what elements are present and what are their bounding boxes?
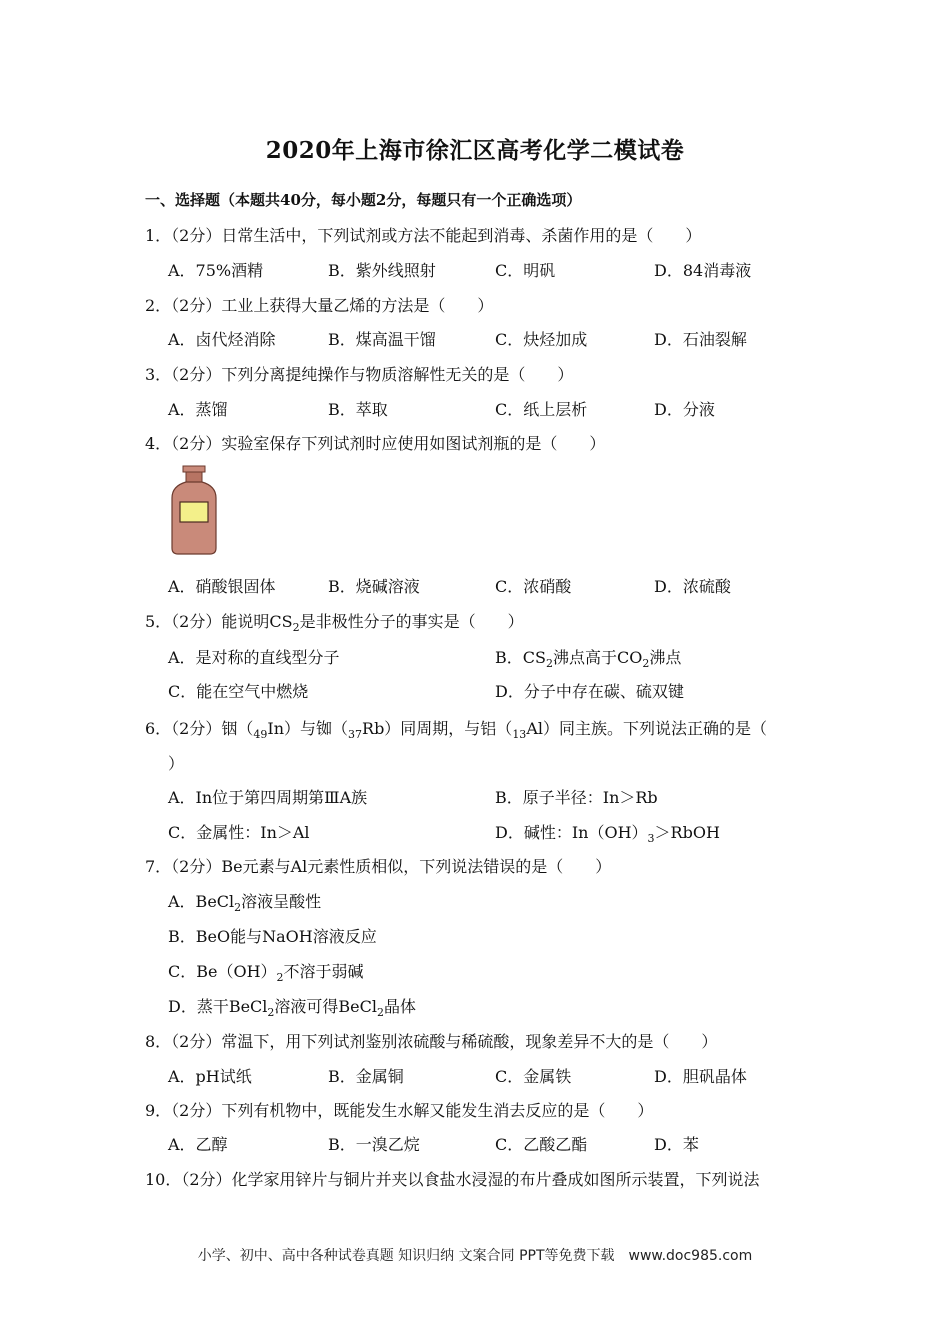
section-heading: 一、选择题（本题共40分，每小题2分，每题只有一个正确选项） bbox=[145, 191, 582, 209]
question-7-option-c: C．$Be(OH)_2$不溶于弱碱 bbox=[168, 962, 364, 985]
option-d: D．石油裂解 bbox=[654, 330, 747, 349]
option-c: C．能在空气中燃烧 bbox=[168, 682, 309, 701]
option-a: A．卤代烃消除 bbox=[168, 330, 276, 349]
option-c: C．炔烃加成 bbox=[495, 330, 588, 349]
option-d: D．分子中存在碳、硫双键 bbox=[495, 682, 684, 701]
question-7-stem: 7．（2分）Be元素与Al元素性质相似，下列说法错误的是（ ） bbox=[145, 857, 612, 876]
option-b: B．原子半径：In＞Rb bbox=[495, 788, 658, 807]
question-8-stem: 8．（2分）常温下，用下列试剂鉴别浓硫酸与稀硫酸，现象差异不大的是（ ） bbox=[145, 1032, 718, 1051]
question-4-stem: 4．（2分）实验室保存下列试剂时应使用如图试剂瓶的是（ ） bbox=[145, 434, 606, 453]
option-c: C．浓硝酸 bbox=[495, 577, 572, 596]
question-7-option-b: B．BeO能与NaOH溶液反应 bbox=[168, 927, 377, 946]
option-b: B．紫外线照射 bbox=[328, 261, 436, 280]
question-3-options bbox=[168, 397, 808, 419]
option-b: B．烧碱溶液 bbox=[328, 577, 420, 596]
option-a: A．乙醇 bbox=[168, 1135, 228, 1154]
option-a: A．蒸馏 bbox=[168, 400, 228, 419]
question-9-options bbox=[168, 1132, 808, 1154]
option-b: B．$CS_2$沸点高于$CO_2$沸点 bbox=[495, 648, 682, 671]
page-title: 2020年上海市徐汇区高考化学二模试卷 bbox=[265, 137, 685, 164]
option-d: D．分液 bbox=[654, 400, 715, 419]
question-7-option-a: A．BeCl$_2$溶液呈酸性 bbox=[168, 892, 322, 915]
question-1-options bbox=[168, 258, 808, 280]
question-5-options-row1 bbox=[168, 645, 808, 671]
question-1-stem: 1．（2分）日常生活中，下列试剂或方法不能起到消毒、杀菌作用的是（ ） bbox=[145, 226, 702, 245]
option-c: C．纸上层析 bbox=[495, 400, 588, 419]
question-2-stem: 2．（2分）工业上获得大量乙烯的方法是（ ） bbox=[145, 296, 494, 315]
option-b: B．一溴乙烷 bbox=[328, 1135, 420, 1154]
option-a: A．In位于第四周期第ⅢA族 bbox=[168, 788, 368, 807]
question-2-options bbox=[168, 327, 808, 349]
option-d: D．84消毒液 bbox=[654, 261, 752, 280]
option-a: A．是对称的直线型分子 bbox=[168, 648, 340, 667]
option-d: D．碱性：$In(OH)_3>RbOH$ bbox=[495, 823, 720, 846]
reagent-bottle-image bbox=[168, 464, 220, 556]
option-d: D．苯 bbox=[654, 1135, 699, 1154]
option-b: B．萃取 bbox=[328, 400, 388, 419]
question-4-options bbox=[168, 574, 808, 596]
option-d: D．胆矾晶体 bbox=[654, 1067, 747, 1086]
question-6-stem-continued: ） bbox=[168, 754, 185, 773]
question-3-stem: 3．（2分）下列分离提纯操作与物质溶解性无关的是（ ） bbox=[145, 365, 574, 384]
question-6-stem: 6．（2分）铟$(_{49}In)$与铷$(_{37}Rb)$同周期，与铝$(_{13}Al)$同主族。下列说法正确的是（ bbox=[145, 719, 767, 742]
option-a: A．75%酒精 bbox=[168, 261, 264, 280]
option-b: B．煤高温干馏 bbox=[328, 330, 436, 349]
option-c: C．金属铁 bbox=[495, 1067, 572, 1086]
question-9-stem: 9．（2分）下列有机物中，既能发生水解又能发生消去反应的是（ ） bbox=[145, 1101, 654, 1120]
option-c: C．明矾 bbox=[495, 261, 556, 280]
option-a: A．pH试纸 bbox=[168, 1067, 252, 1086]
option-c: C．乙酸乙酯 bbox=[495, 1135, 588, 1154]
option-d: D．浓硫酸 bbox=[654, 577, 731, 596]
question-8-options bbox=[168, 1064, 808, 1086]
question-5-options-row2 bbox=[168, 679, 808, 701]
question-6-options-row2 bbox=[168, 820, 808, 846]
option-c: C．金属性：In＞Al bbox=[168, 823, 310, 842]
question-7-option-d: D．蒸干BeCl$_2$溶液可得BeCl$_2$晶体 bbox=[168, 997, 417, 1020]
question-10-stem: 10．（2分）化学家用锌片与铜片并夹以食盐水浸湿的布片叠成如图所示装置，下列说法 bbox=[145, 1170, 760, 1189]
question-6-options-row1 bbox=[168, 785, 808, 807]
option-a: A．硝酸银固体 bbox=[168, 577, 276, 596]
option-b: B．金属铜 bbox=[328, 1067, 404, 1086]
question-5-stem: 5．（2分）能说明$CS_2$是非极性分子的事实是（ ） bbox=[145, 612, 524, 635]
page-footer: 小学、初中、高中各种试卷真题 知识归纳 文案合同 PPT等免费下载 www.doc985.com bbox=[197, 1248, 753, 1264]
